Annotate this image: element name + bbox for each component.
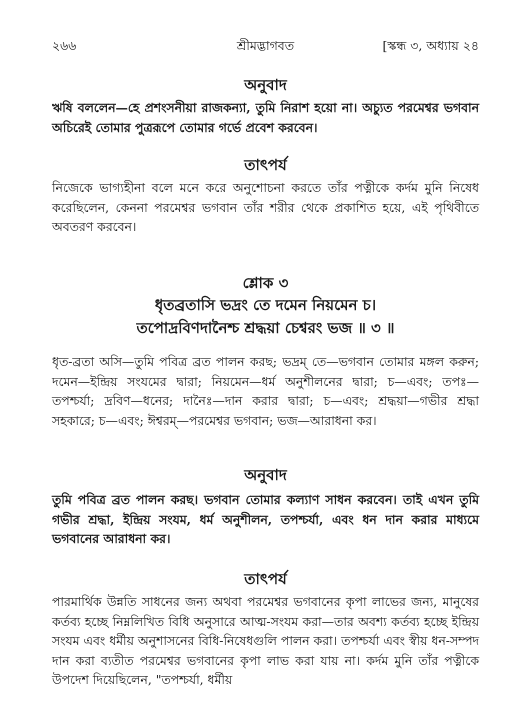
verse-line-2: তপোদ্রবিণদানৈশ্চ শ্রদ্ধয়া চেশ্বরং ভজ ॥ ৩ ॥ bbox=[136, 319, 395, 337]
translation-text-2: তুমি পবিত্র ব্রত পালন করছ। ভগবান তোমার কল্যাণ সাধন করবেন। তাই এখন তুমি গভীর শ্রদ্ধা, ইন্দ্রিয় সংযম, ধর্ম অনুশীলন, তপশ্চর্যা, এবং ধন দান করার মাধ্যমে ভগবানের আরাধনা কর। bbox=[52, 492, 479, 546]
verse-line-1: ধৃতব্রতাসি ভদ্রং তে দমেন নিয়মেন চ। bbox=[154, 296, 377, 314]
book-title: শ্রীমদ্ভাগবত bbox=[236, 38, 295, 53]
verse-heading: শ্লোক ৩ bbox=[242, 274, 289, 292]
purport-text-2: পারমার্থিক উন্নতি সাধনের জন্য অথবা পরমেশ্বর ভগবানের কৃপা লাভের জন্য, মানুষের কর্তব্য হচ্ছে নিম্নলিখিত বিধি অনুসারে আত্ম-সংযম করা—তার অবশ্য কর্তব্য হচ্ছে ইন্দ্রিয় সংযম এবং ধর্মীয় অনুশাসনের বিধি-নিষেধগুলি পালন করা। তপশ্চর্যা এবং স্বীয় ধন-সম্পদ দান করা ব্যতীত পরমেশ্বর ভগবানের কৃপা লাভ করা যায় না। কর্দম মুনি তাঁর পত্নীকে উপদেশ দিয়েছিলেন, "তপশ্চর্যা, ধর্মীয় bbox=[52, 594, 479, 687]
translation-heading-2: অনুবাদ bbox=[244, 466, 287, 484]
translation-heading: অনুবাদ bbox=[244, 76, 287, 94]
synonyms-text: ধৃত-ব্রতা অসি—তুমি পবিত্র ব্রত পালন করছ; ভদ্রম্ তে—ভগবান তোমার মঙ্গল করুন; দমেন—ইন্দ্রিয় সংযমের দ্বারা; নিয়মেন—ধর্ম অনুশীলনের দ্বারা; চ—এবং; তপঃ—তপশ্চর্যা; দ্রবিণ—ধনের; দানৈঃ—দান করার দ্বারা; চ—এবং; শ্রদ্ধয়া—গভীর শ্রদ্ধা সহকারে; চ—এবং; ঈশ্বরম্—পরমেশ্বর ভগবান; ভজ—আরাধনা কর। bbox=[52, 354, 479, 428]
page-number: ২৬৬ bbox=[52, 38, 77, 53]
translation-text: ঋষি বললেন—হে প্রশংসনীয়া রাজকন্যা, তুমি নিরাশ হয়ো না। অচ্যুত পরমেশ্বর ভগবান অচিরেই তোমার পুত্ররূপে তোমার গর্ভে প্রবেশ করবেন। bbox=[52, 100, 479, 135]
purport-heading-2: তাৎপর্য bbox=[244, 570, 287, 588]
running-header bbox=[52, 38, 479, 60]
purport-text: নিজেকে ভাগ্যহীনা বলে মনে করে অনুশোচনা করতে তাঁর পত্নীকে কর্দম মুনি নিষেধ করেছিলেন, কেননা পরমেশ্বর ভগবান তাঁর শরীর থেকে প্রকাশিত হয়ে, এই পৃথিবীতে অবতরণ করবেন। bbox=[52, 180, 479, 234]
chapter-reference: [স্কন্ধ ৩, অধ্যায় ২৪ bbox=[382, 38, 479, 53]
purport-heading: তাৎপর্য bbox=[244, 156, 287, 174]
